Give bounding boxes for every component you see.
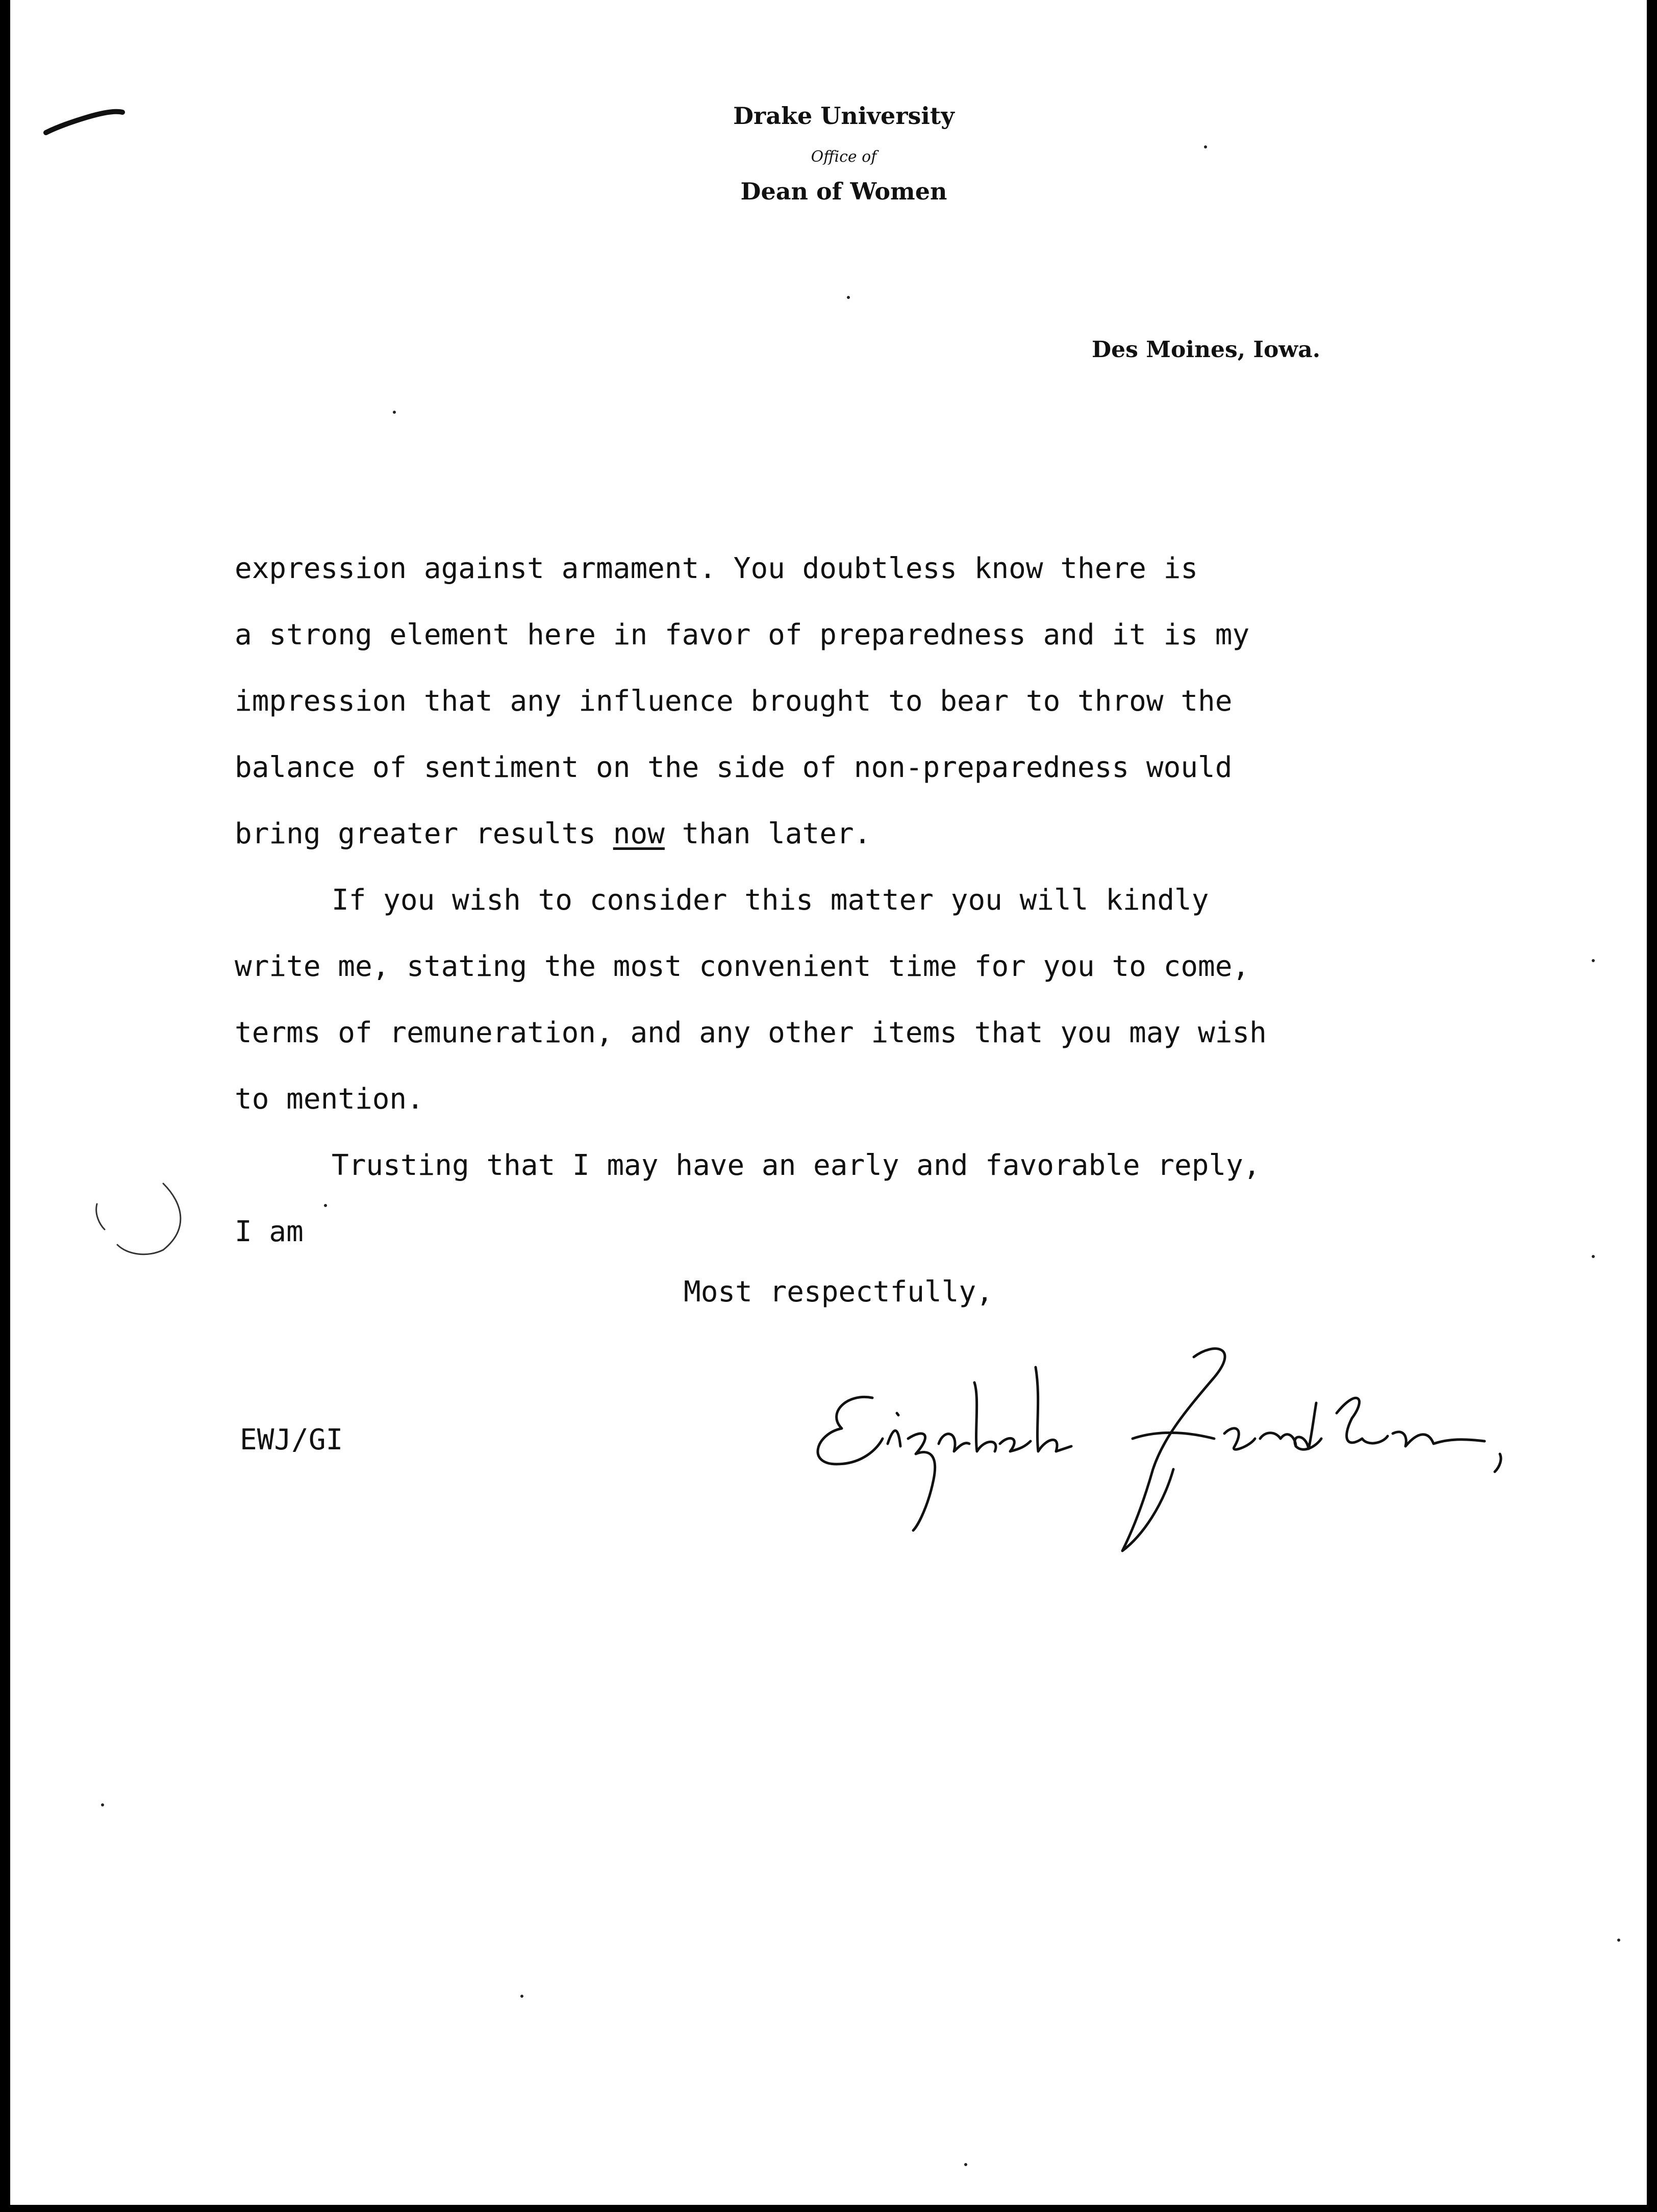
emphasized-word: now <box>613 817 665 850</box>
paper-speck <box>1592 959 1595 962</box>
paper-speck <box>1617 1939 1620 1942</box>
letterhead-university: Drake University <box>733 102 955 130</box>
paper-speck <box>964 2163 967 2166</box>
body-line <box>235 801 1459 867</box>
paper-speck <box>101 1803 104 1806</box>
body-text-fragment: bring greater results <box>235 817 613 850</box>
body-line: I am <box>235 1215 304 1248</box>
paper-speck <box>393 411 396 414</box>
body-line: terms of remuneration, and any other items that you may wish <box>235 1016 1267 1049</box>
body-line: expression against armament. You doubtless know there is <box>235 552 1198 585</box>
body-line: impression that any influence brought to bear to throw the <box>235 685 1233 718</box>
body-line: to mention. <box>235 1083 424 1116</box>
paper-speck <box>1592 1255 1595 1258</box>
body-text-fragment: than later. <box>664 817 871 850</box>
letter-page <box>10 0 1647 2205</box>
letterhead-office: Office of <box>811 148 877 166</box>
paper-speck <box>324 1204 327 1207</box>
paper-speck <box>1204 145 1207 148</box>
body-line: balance of sentiment on the side of non-preparedness would <box>235 751 1233 784</box>
letterhead-dean: Dean of Women <box>740 178 947 205</box>
reference-initials: EWJ/GI <box>240 1423 343 1456</box>
margin-pencil-mark <box>87 1173 204 1260</box>
handwritten-signature <box>806 1337 1581 1571</box>
location: Des Moines, Iowa. <box>1092 337 1321 363</box>
body-line: If you wish to consider this matter you will kindly <box>332 884 1209 917</box>
letter-body <box>235 536 1459 1265</box>
body-line: a strong element here in favor of preparedness and it is my <box>235 618 1250 651</box>
paper-speck <box>520 1995 523 1998</box>
closing: Most respectfully, <box>684 1275 993 1309</box>
body-line: write me, stating the most convenient time for you to come, <box>235 950 1250 983</box>
body-line: Trusting that I may have an early and favorable reply, <box>332 1149 1261 1182</box>
paper-speck <box>847 296 850 299</box>
